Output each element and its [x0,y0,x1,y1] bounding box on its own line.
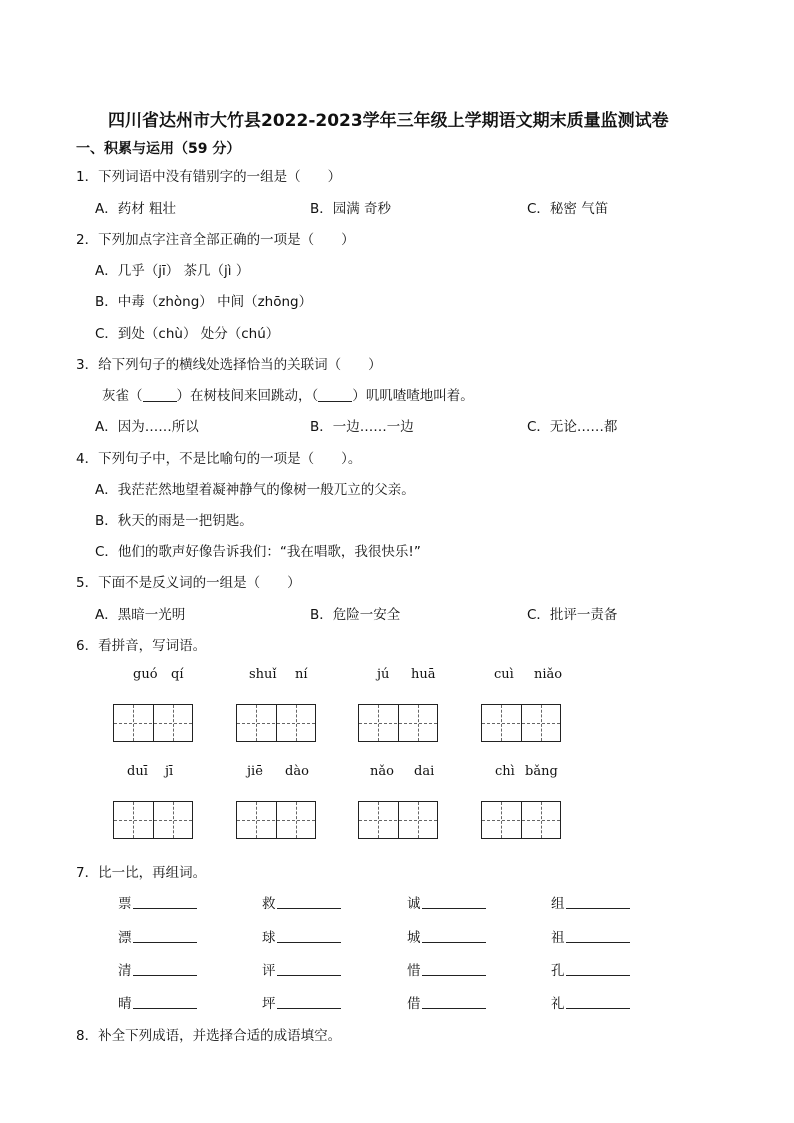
compare-item[interactable] [118,892,197,912]
question-number: 4． [76,451,99,467]
character: 救 [262,896,276,912]
character: 惜 [407,963,421,979]
option-b: B．园满 奇秒 [310,201,392,217]
option-b: B．一边……一边 [310,419,414,435]
compare-item[interactable] [407,992,486,1012]
pinyin: ní [295,667,308,682]
writing-grid[interactable] [481,801,561,839]
pinyin: jú [377,667,390,682]
compare-item[interactable] [551,959,630,979]
option-b: B．中毒（zhòng） 中间（zhōng） [95,294,313,310]
page-title: 四川省达州市大竹县2022-2023学年三年级上学期语文期末质量监测试卷 [108,111,669,131]
option-a: A．几乎（jī） 茶几（jì ） [95,263,250,279]
character: 评 [262,963,276,979]
writing-grid[interactable] [113,801,193,839]
character: 孔 [551,963,565,979]
option-a: A．我茫茫然地望着凝神静气的像树一般兀立的父亲。 [95,482,415,498]
question-6 [76,634,206,654]
pinyin: huā [411,667,436,682]
question-number: 7． [76,865,99,881]
question-7 [76,861,206,881]
question-number: 5． [76,575,99,591]
question-text: 比一比，再组词。 [98,865,207,881]
compare-item[interactable] [407,959,486,979]
character: 坪 [262,996,276,1012]
character: 祖 [551,930,565,946]
pinyin: duī [127,764,148,779]
pinyin: qí [171,667,184,682]
writing-grid[interactable] [358,704,438,742]
character: 城 [407,930,421,946]
compare-item[interactable] [262,992,341,1012]
pinyin: chì [495,764,515,779]
question-3 [76,353,382,373]
question-text: 看拼音，写词语。 [98,638,207,654]
question-3-sentence [102,384,474,404]
writing-grid[interactable] [481,704,561,742]
option-b: B．危险一安全 [310,607,401,623]
writing-grid[interactable] [236,801,316,839]
option-a: A．黑暗一光明 [95,607,186,623]
compare-item[interactable] [118,959,197,979]
option-a: A．药材 粗壮 [95,201,177,217]
compare-item[interactable] [118,992,197,1012]
pinyin: jī [165,764,174,779]
compare-item[interactable] [262,892,341,912]
compare-item[interactable] [551,892,630,912]
option-c: C．无论……都 [527,419,618,435]
character: 清 [118,963,132,979]
compare-item[interactable] [262,959,341,979]
question-2 [76,228,355,248]
question-number: 6． [76,638,99,654]
blank-1 [143,389,177,402]
question-number: 1． [76,169,99,185]
option-a: A．因为……所以 [95,419,199,435]
question-text: 下列加点字注音全部正确的一项是（ ） [98,232,355,248]
question-number: 3． [76,357,99,373]
pinyin: shuǐ [249,667,277,682]
character: 借 [407,996,421,1012]
compare-item[interactable] [551,992,630,1012]
option-c: C．秘密 气笛 [527,201,609,217]
character: 票 [118,896,132,912]
character: 礼 [551,996,565,1012]
character: 诚 [407,896,421,912]
writing-grid[interactable] [358,801,438,839]
pinyin: bǎng [525,764,558,779]
question-4 [76,447,361,467]
sentence-part: ）在树枝间来回跳动，（ [176,388,319,404]
pinyin: cuì [494,667,514,682]
compare-item[interactable] [407,892,486,912]
option-c: C．他们的歌声好像告诉我们：“我在唱歌，我很快乐!” [95,544,421,560]
writing-grid[interactable] [113,704,193,742]
writing-grid[interactable] [236,704,316,742]
option-b: B．秋天的雨是一把钥匙。 [95,513,253,529]
question-text: 下列句子中，不是比喻句的一项是（ ）。 [98,451,362,467]
option-c: C．到处（chù） 处分（chú） [95,326,280,342]
compare-item[interactable] [407,926,486,946]
pinyin: dào [285,764,309,779]
question-8 [76,1024,341,1044]
character: 组 [551,896,565,912]
question-text: 补全下列成语，并选择合适的成语填空。 [98,1028,342,1044]
question-5 [76,571,301,591]
compare-item[interactable] [118,926,197,946]
sentence-part: ）叽叽喳喳地叫着。 [352,388,474,404]
question-text: 下列词语中没有错别字的一组是（ ） [98,169,342,185]
pinyin: guó [133,667,158,682]
question-text: 给下列句子的横线处选择恰当的关联词（ ） [98,357,382,373]
compare-item[interactable] [262,926,341,946]
character: 球 [262,930,276,946]
pinyin: niǎo [534,667,563,682]
character: 晴 [118,996,132,1012]
option-c: C．批评一责备 [527,607,618,623]
character: 漂 [118,930,132,946]
blank-2 [318,389,352,402]
section-heading: 一、积累与运用（59 分） [76,141,241,157]
pinyin: jiē [247,764,263,779]
compare-item[interactable] [551,926,630,946]
pinyin: nǎo [370,764,394,779]
sentence-part: 灰雀（ [102,388,143,404]
question-number: 2． [76,232,99,248]
pinyin: dai [414,764,435,779]
question-1 [76,165,341,185]
question-number: 8． [76,1028,99,1044]
question-text: 下面不是反义词的一组是（ ） [98,575,301,591]
